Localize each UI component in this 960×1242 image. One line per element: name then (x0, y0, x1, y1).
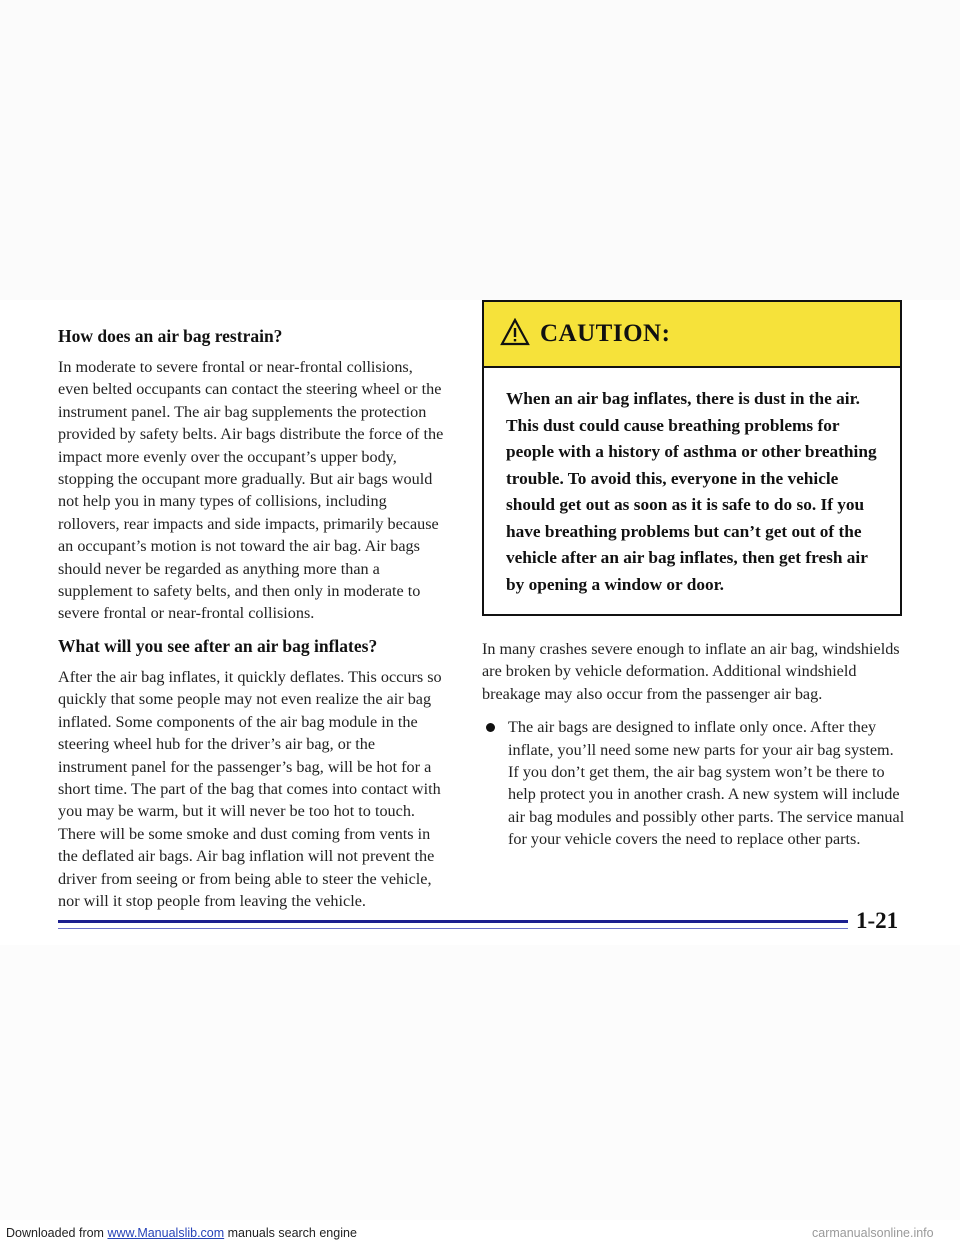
paragraph-after-inflates: After the air bag inflates, it quickly deflates. This occurs so quickly that some people may not even realize the air bag inflated. Some components of the air bag module in the steering wheel hub for the driver’s air bag, or the instrument panel for the passenger’s bag, will be hot for a short time. The part of the bag that comes into contact with you may be warm, but it will never be too hot to touch. There will be some smoke and dust coming from vents in the deflated air bags. Air bag inflation will not prevent the driver from seeing or from being able to steer the vehicle, nor will it stop people from leaving the vehicle. (58, 667, 442, 910)
right-column (482, 300, 906, 851)
top-margin (0, 0, 960, 300)
caution-text: When an air bag inflates, there is dust in the air. This dust could cause breathing problems for people with a history of asthma or other breathing trouble. To avoid this, everyone in the vehicle should get out as soon as it is safe to do so. If you have breathing problems but can’t get out of the vehicle after an air bag inflates, then get fresh air by opening a window or door. (506, 389, 877, 594)
left-column (58, 326, 446, 923)
bullet-icon (486, 723, 495, 732)
bullet-list (482, 716, 906, 850)
heading-air-bag-restrain: How does an air bag restrain? (58, 326, 283, 346)
paragraph-restrain: In moderate to severe frontal or near-frontal collisions, even belted occupants can contact the steering wheel or the instrument panel. The air bag supplements the protection provided by safety belts. Air bags distribute the force of the impact more evenly over the occupant’s upper body, stopping the occupant more gradually. But air bags would not help you in many types of collisions, including rollovers, rear impacts and side impacts, primarily because an occupant’s motion is not toward the air bag. Air bags should never be regarded as anything more than a supplement to safety belts, and then only in moderate to severe frontal or near-frontal collisions. (58, 358, 444, 623)
download-suffix: manuals search engine (224, 1226, 357, 1240)
manualslib-link[interactable]: www.Manualslib.com (107, 1226, 225, 1240)
list-item (482, 716, 906, 850)
download-watermark (6, 1226, 357, 1240)
page-number: 1-21 (856, 908, 899, 933)
bottom-margin (0, 945, 960, 1220)
warning-triangle-icon (500, 318, 530, 351)
caution-title: CAUTION: (540, 320, 671, 347)
footer-rule-thin (58, 928, 848, 929)
footer-rule (58, 920, 848, 923)
caution-header (484, 302, 900, 368)
download-prefix: Downloaded from (6, 1226, 108, 1240)
bullet-text: The air bags are designed to inflate only once. After they inflate, you’ll need some new parts for your air bag system. If you don’t get them, the air bag system won’t be there to help protect you in another crash. A new system will include air bag modules and possibly other parts. The service manual for your vehicle covers the need to replace other parts. (508, 718, 905, 849)
paragraph-windshields: In many crashes severe enough to inflate an air bag, windshields are broken by vehicle deformation. Additional windshield breakage may also occur from the passenger air bag. (482, 640, 900, 703)
site-watermark: carmanualsonline.info (812, 1226, 934, 1240)
caution-box (482, 300, 902, 616)
heading-after-inflates: What will you see after an air bag inflates? (58, 635, 378, 656)
